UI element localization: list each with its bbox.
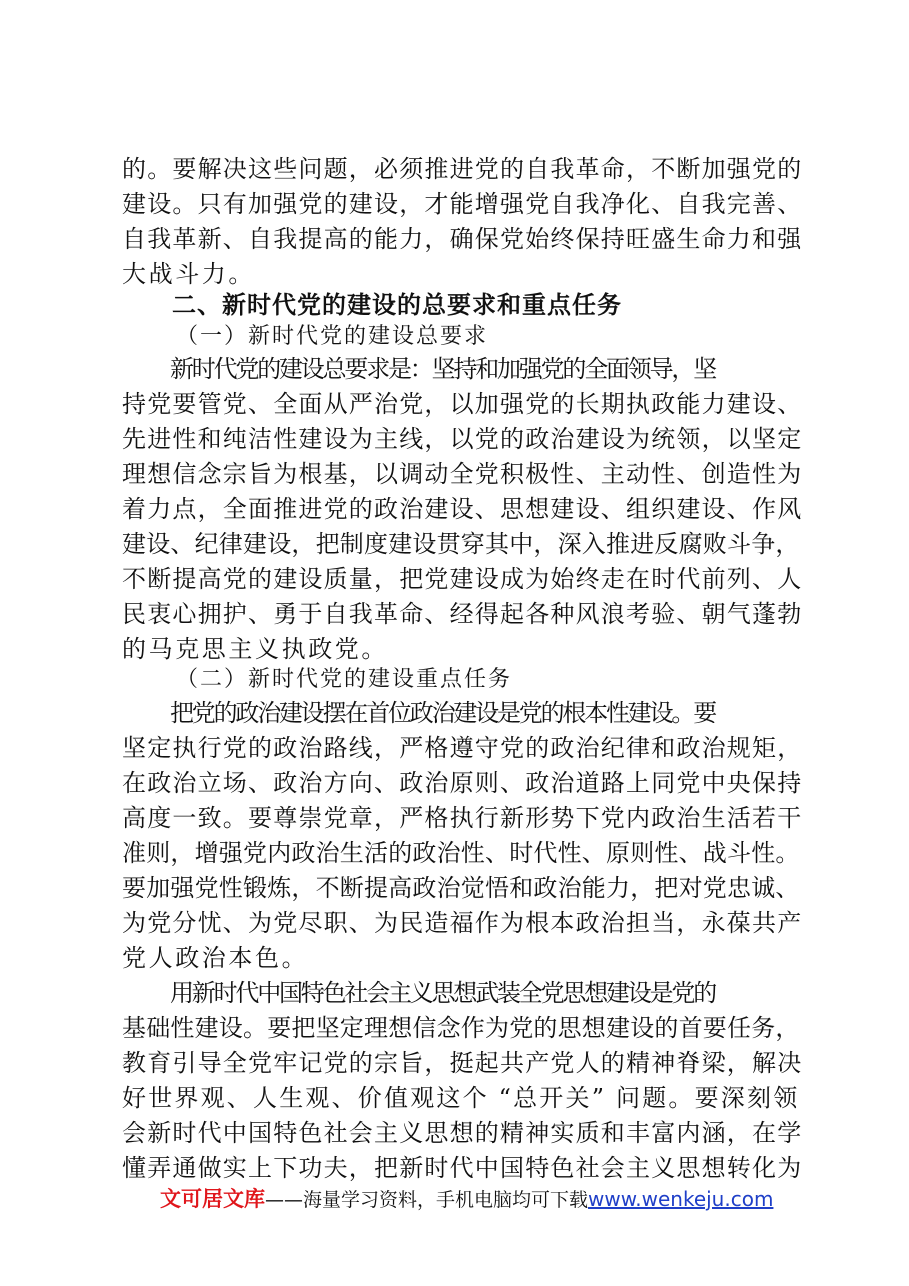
paragraph-line: 教育引导全党牢记党的宗旨，挺起共产党人的精神脊梁，解决 [122,1049,803,1077]
paragraph-line: 把党的政治建设摆在首位政治建设是党的根本性建设。要 [170,699,715,727]
paragraph-line: 党人政治本色。 [122,944,309,972]
paragraph-line: 准则，增强党内政治生活的政治性、时代性、原则性、战斗性。 [122,839,800,867]
paragraph-line: 民衷心拥护、勇于自我革命、经得起各种风浪考验、朝气蓬勃 [122,600,803,628]
footer-url-link[interactable]: www.wenkeju.com [588,1187,774,1211]
paragraph-line: 建设。只有加强党的建设，才能增强党自我净化、自我完善、 [122,190,803,218]
paragraph-line: 先进性和纯洁性建设为主线，以党的政治建设为统领，以坚定 [122,425,803,453]
paragraph-line: 新时代党的建设总要求是：坚持和加强党的全面领导，坚 [170,355,715,383]
paragraph-line: 不断提高党的建设质量，把党建设成为始终走在时代前列、人 [122,565,803,593]
footer-brand: 文可居文库 [160,1187,265,1211]
paragraph-line: 的。要解决这些问题，必须推进党的自我革命，不断加强党的 [122,155,803,183]
footer-watermark [160,1183,773,1211]
paragraph-line: 理想信念宗旨为根基，以调动全党积极性、主动性、创造性为 [122,460,803,488]
footer-tagline: ——海量学习资料，手机电脑均可下载 [265,1189,589,1211]
paragraph-line: 懂弄通做实上下功夫，把新时代中国特色社会主义思想转化为 [122,1154,803,1182]
paragraph-line: 在政治立场、政治方向、政治原则、政治道路上同党中央保持 [122,769,803,797]
paragraph-line: 好世界观、人生观、价值观这个 “总开关” 问题。要深刻领 [122,1084,800,1112]
paragraph-line: 高度一致。要尊崇党章，严格执行新形势下党内政治生活若干 [122,804,803,832]
paragraph-line: 建设、纪律建设，把制度建设贯穿其中，深入推进反腐败斗争， [122,530,800,558]
subheading-general-requirements: （一）新时代党的建设总要求 [176,324,489,349]
paragraph-line: 基础性建设。要把坚定理想信念作为党的思想建设的首要任务， [122,1014,800,1042]
paragraph-line: 要加强党性锻炼，不断提高政治觉悟和政治能力，把对党忠诚、 [122,874,800,902]
paragraph-line: 坚定执行党的政治路线，严格遵守党的政治纪律和政治规矩， [122,734,803,762]
paragraph-line: 自我革新、自我提高的能力，确保党始终保持旺盛生命力和强 [122,225,803,253]
paragraph-line: 用新时代中国特色社会主义思想武装全党思想建设是党的 [170,979,715,1007]
paragraph-line: 会新时代中国特色社会主义思想的精神实质和丰富内涵，在学 [122,1119,803,1147]
section-heading: 二、新时代党的建设的总要求和重点任务 [172,291,622,319]
paragraph-line: 为党分忧、为党尽职、为民造福作为根本政治担当，永葆共产 [122,909,803,937]
subheading-key-tasks: （二）新时代党的建设重点任务 [176,667,513,692]
paragraph-line: 的马克思主义执政党。 [122,635,388,663]
paragraph-line: 着力点，全面推进党的政治建设、思想建设、组织建设、作风 [122,495,803,523]
paragraph-line: 大战斗力。 [122,260,255,288]
paragraph-line: 持党要管党、全面从严治党，以加强党的长期执政能力建设、 [122,390,803,418]
